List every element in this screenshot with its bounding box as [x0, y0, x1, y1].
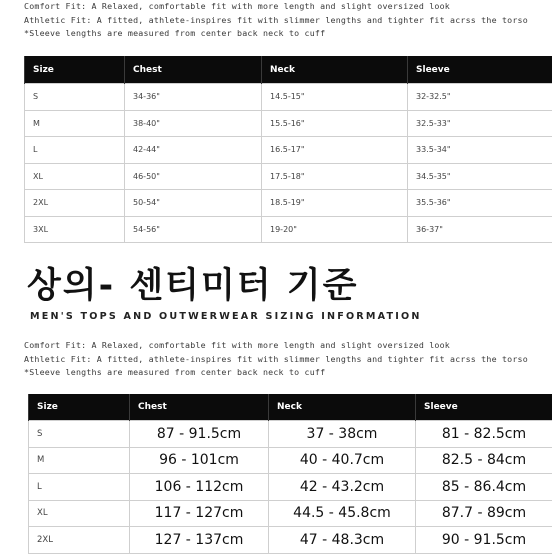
table-row	[29, 527, 552, 554]
cell-neck: 18.5-19"	[262, 190, 408, 217]
cell-size: L	[29, 474, 130, 501]
cell-size: 2XL	[29, 527, 130, 554]
cell-neck: 17.5-18"	[262, 163, 408, 190]
cell-chest: 54-56"	[125, 216, 262, 243]
comfort-fit-note: Comfort Fit: A Relaxed, comfortable fit with more length and slight oversized look	[24, 0, 528, 14]
cell-neck: 16.5-17"	[262, 137, 408, 164]
cell-sleeve: 82.5 - 84cm	[416, 447, 552, 474]
table-row	[29, 474, 552, 501]
top-fit-notes	[24, 0, 528, 41]
cell-size: S	[29, 421, 130, 448]
cell-chest: 96 - 101cm	[130, 447, 269, 474]
cell-chest: 38-40"	[125, 110, 262, 137]
cell-size: XL	[29, 500, 130, 527]
section-subtitle: MEN'S TOPS AND OUTWERWEAR SIZING INFORMATION	[30, 311, 422, 322]
table-row	[25, 110, 552, 137]
header-neck: Neck	[262, 56, 408, 84]
cell-neck: 40 - 40.7cm	[269, 447, 416, 474]
table-row	[29, 500, 552, 527]
table-row	[25, 137, 552, 164]
cell-size: L	[25, 137, 125, 164]
table-header-row	[25, 56, 552, 84]
cell-size: S	[25, 84, 125, 111]
table-row	[29, 447, 552, 474]
athletic-fit-note: Athletic Fit: A fitted, athlete-inspires fit with slimmer lengths and tighter fit acrss the torso	[24, 14, 528, 28]
cell-sleeve: 90 - 91.5cm	[416, 527, 552, 554]
cell-sleeve: 81 - 82.5cm	[416, 421, 552, 448]
header-sleeve: Sleeve	[408, 56, 552, 84]
cell-sleeve: 35.5-36"	[408, 190, 552, 217]
cell-sleeve: 33.5-34"	[408, 137, 552, 164]
cell-chest: 106 - 112cm	[130, 474, 269, 501]
table-row	[25, 216, 552, 243]
table-header-row	[29, 394, 552, 421]
cell-chest: 42-44"	[125, 137, 262, 164]
cell-size: 2XL	[25, 190, 125, 217]
cell-neck: 44.5 - 45.8cm	[269, 500, 416, 527]
inch-size-table	[24, 56, 552, 243]
header-neck: Neck	[269, 394, 416, 421]
cell-neck: 19-20"	[262, 216, 408, 243]
cell-chest: 87 - 91.5cm	[130, 421, 269, 448]
cell-chest: 117 - 127cm	[130, 500, 269, 527]
cell-size: M	[29, 447, 130, 474]
cell-neck: 14.5-15"	[262, 84, 408, 111]
section-title: 상의- 센티미터 기준	[27, 258, 358, 308]
cell-neck: 47 - 48.3cm	[269, 527, 416, 554]
sleeve-note: *Sleeve lengths are measured from center back neck to cuff	[24, 27, 528, 41]
cell-sleeve: 85 - 86.4cm	[416, 474, 552, 501]
header-size: Size	[25, 56, 125, 84]
cell-neck: 42 - 43.2cm	[269, 474, 416, 501]
cell-size: XL	[25, 163, 125, 190]
cm-size-table	[28, 394, 552, 554]
cell-chest: 46-50"	[125, 163, 262, 190]
cell-size: M	[25, 110, 125, 137]
cell-size: 3XL	[25, 216, 125, 243]
comfort-fit-note: Comfort Fit: A Relaxed, comfortable fit with more length and slight oversized look	[24, 339, 528, 353]
mid-fit-notes	[24, 339, 528, 380]
sleeve-note: *Sleeve lengths are measured from center back neck to cuff	[24, 366, 528, 380]
header-chest: Chest	[130, 394, 269, 421]
header-chest: Chest	[125, 56, 262, 84]
cell-chest: 34-36"	[125, 84, 262, 111]
cell-sleeve: 36-37"	[408, 216, 552, 243]
cell-sleeve: 34.5-35"	[408, 163, 552, 190]
table-row	[25, 163, 552, 190]
cell-sleeve: 32.5-33"	[408, 110, 552, 137]
table-row	[29, 421, 552, 448]
cell-chest: 127 - 137cm	[130, 527, 269, 554]
athletic-fit-note: Athletic Fit: A fitted, athlete-inspires fit with slimmer lengths and tighter fit acrss the torso	[24, 353, 528, 367]
header-size: Size	[29, 394, 130, 421]
cell-chest: 50-54"	[125, 190, 262, 217]
cell-sleeve: 32-32.5"	[408, 84, 552, 111]
header-sleeve: Sleeve	[416, 394, 552, 421]
cell-neck: 15.5-16"	[262, 110, 408, 137]
cell-neck: 37 - 38cm	[269, 421, 416, 448]
table-row	[25, 190, 552, 217]
table-row	[25, 84, 552, 111]
cell-sleeve: 87.7 - 89cm	[416, 500, 552, 527]
